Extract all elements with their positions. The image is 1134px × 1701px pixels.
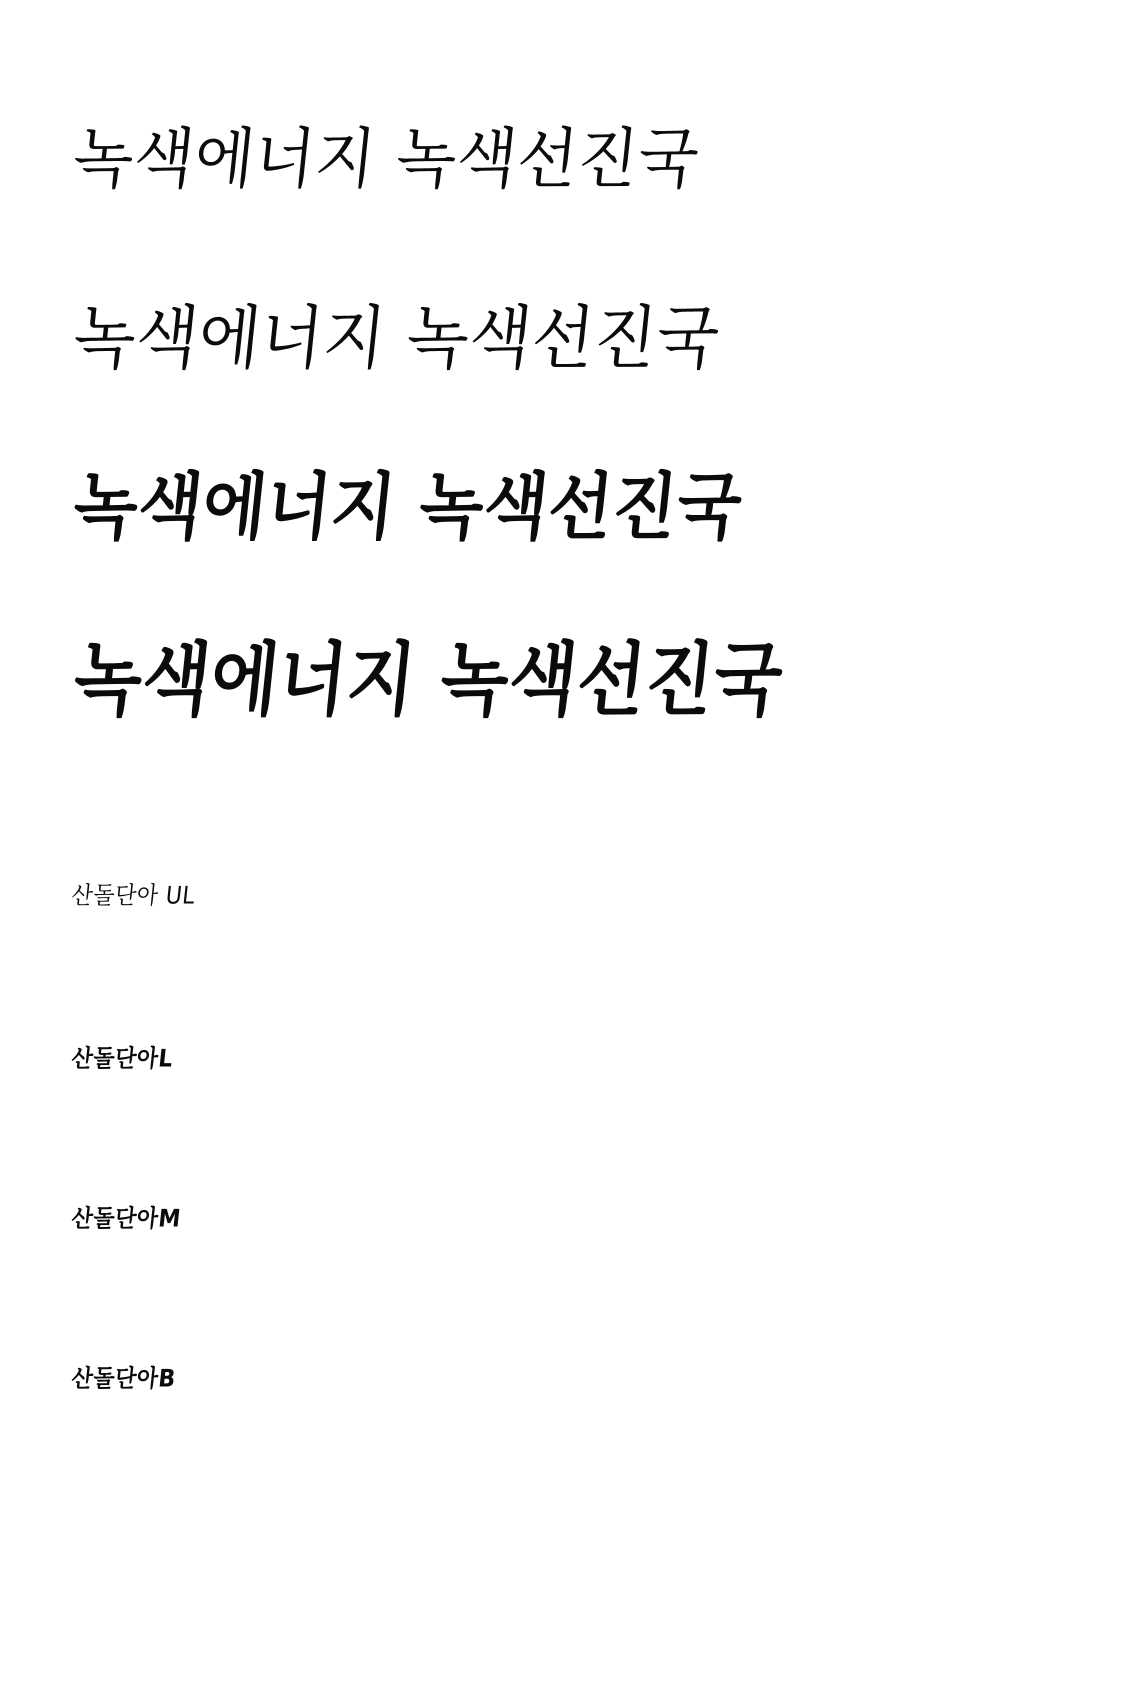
specimen-text-ultralight: 녹색에너지 녹색선진국 — [69, 119, 704, 198]
specimen-text-medium: 녹색에너지 녹색선진국 — [69, 464, 747, 550]
font-weight-label-medium: 산돌단아M — [70, 1205, 183, 1233]
specimen-text-bold: 녹색에너지 녹색선진국 — [69, 633, 788, 727]
font-weight-label-bold: 산돌단아B — [70, 1365, 177, 1393]
specimen-text-light: 녹색에너지 녹색선진국 — [69, 299, 724, 380]
font-weight-label-ultralight: 산돌단아 UL — [70, 882, 197, 910]
font-weight-label-light: 산돌단아L — [70, 1045, 175, 1073]
